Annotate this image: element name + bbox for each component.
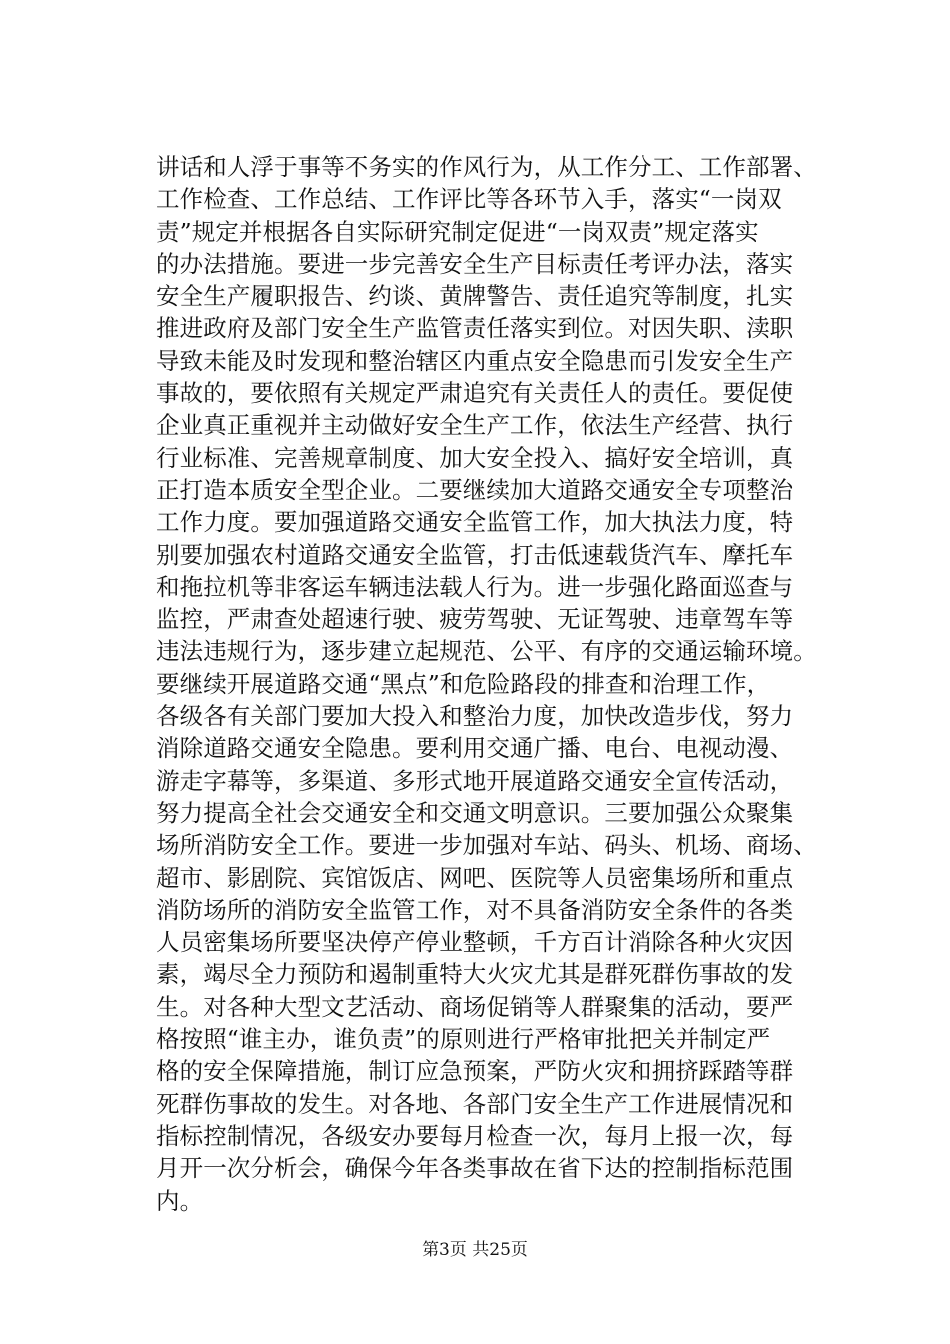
- page-number-label: 第3页 共25页: [422, 1240, 528, 1260]
- text-line: 格按照“谁主办，谁负责”的原则进行严格审批把关并制定严: [156, 1025, 771, 1054]
- text-line: 各级各有关部门要加大投入和整治力度，加快改造步伐，努力: [156, 702, 794, 731]
- text-line: 人员密集场所要坚决停产停业整顿，千方百计消除各种火灾因: [156, 928, 794, 957]
- text-line: 讲话和人浮于事等不务实的作风行为，从工作分工、工作部署、: [156, 153, 817, 181]
- text-line: 责”规定并根据各自实际研究制定促进“一岗双责”规定落实: [156, 217, 759, 246]
- text-line: 游走字幕等，多渠道、多形式地开展道路交通安全宣传活动，: [156, 766, 794, 795]
- page-footer: [0, 1239, 950, 1261]
- text-line: 素，竭尽全力预防和遏制重特大火灾尤其是群死群伤事故的发: [156, 960, 794, 989]
- body-text: [156, 151, 816, 1217]
- text-line: 格的安全保障措施，制订应急预案，严防火灾和拥挤踩踏等群: [156, 1057, 794, 1086]
- text-line: 努力提高全社会交通安全和交通文明意识。三要加强公众聚集: [156, 798, 794, 827]
- text-line: 工作检查、工作总结、工作评比等各环节入手，落实“一岗双: [156, 185, 782, 214]
- text-line: 消除道路交通安全隐患。要利用交通广播、电台、电视动漫、: [156, 734, 794, 763]
- text-line: 导致未能及时发现和整治辖区内重点安全隐患而引发安全生产: [156, 346, 794, 375]
- text-line: 内。: [156, 1186, 204, 1215]
- text-line: 事故的，要依照有关规定严肃追究有关责任人的责任。要促使: [156, 379, 794, 408]
- text-line: 场所消防安全工作。要进一步加强对车站、码头、机场、商场、: [156, 831, 817, 860]
- text-line: 正打造本质安全型企业。二要继续加大道路交通安全专项整治: [156, 475, 794, 504]
- text-line: 死群伤事故的发生。对各地、各部门安全生产工作进展情况和: [156, 1089, 794, 1118]
- text-line: 要继续开展道路交通“黑点”和危险路段的排查和治理工作，: [156, 669, 771, 698]
- text-line: 监控，严肃查处超速行驶、疲劳驾驶、无证驾驶、违章驾车等: [156, 605, 794, 634]
- text-line: 企业真正重视并主动做好安全生产工作，依法生产经营、执行: [156, 411, 794, 440]
- text-line: 工作力度。要加强道路交通安全监管工作，加大执法力度，特: [156, 508, 794, 537]
- text-line: 别要加强农村道路交通安全监管，打击低速载货汽车、摩托车: [156, 540, 794, 569]
- text-line: 消防场所的消防安全监管工作，对不具备消防安全条件的各类: [156, 895, 794, 924]
- text-line: 指标控制情况，各级安办要每月检查一次，每月上报一次，每: [156, 1121, 794, 1150]
- text-line: 违法违规行为，逐步建立起规范、公平、有序的交通运输环境。: [156, 637, 817, 666]
- text-line: 的办法措施。要进一步完善安全生产目标责任考评办法，落实: [156, 249, 794, 278]
- text-line: 月开一次分析会，确保今年各类事故在省下达的控制指标范围: [156, 1154, 794, 1183]
- text-line: 推进政府及部门安全生产监管责任落实到位。对因失职、渎职: [156, 314, 794, 343]
- text-line: 生。对各种大型文艺活动、商场促销等人群聚集的活动，要严: [156, 992, 794, 1021]
- text-line: 超市、影剧院、宾馆饭店、网吧、医院等人员密集场所和重点: [156, 863, 794, 892]
- text-line: 安全生产履职报告、约谈、黄牌警告、责任追究等制度，扎实: [156, 282, 794, 311]
- text-line: 和拖拉机等非客运车辆违法载人行为。进一步强化路面巡查与: [156, 572, 794, 601]
- text-line: 行业标准、完善规章制度、加大安全投入、搞好安全培训，真: [156, 443, 794, 472]
